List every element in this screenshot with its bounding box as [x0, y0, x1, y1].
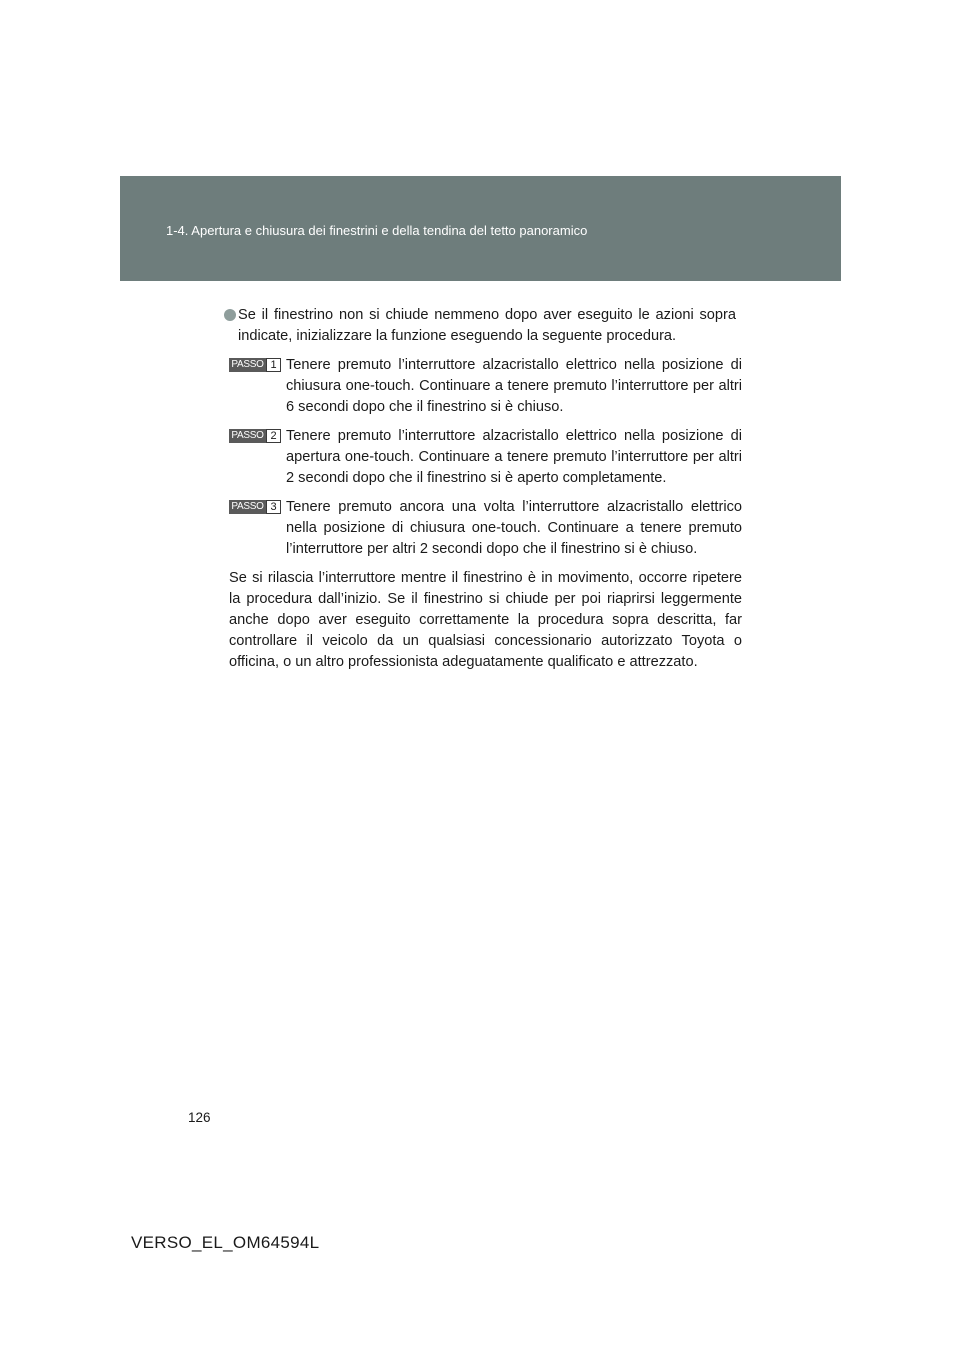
step-number: 1 — [266, 358, 281, 372]
circle-bullet-icon — [224, 309, 236, 321]
step-label: PASSO — [229, 358, 266, 372]
page-number: 126 — [188, 1110, 211, 1125]
step-number: 2 — [266, 429, 281, 443]
step-text: Tenere premuto l’interruttore alzacristallo elettrico nella posizione di apertura one-touch. Continuare a tenere premuto l’interruttore per altri 2 secondi dopo che il finestrino si è aperto completamente. — [286, 428, 742, 486]
note-paragraph: Se si rilascia l’interruttore mentre il finestrino è in movimento, occorre ripetere la procedura dall’inizio. Se il finestrino si chiude per poi riaprirsi leggermente anche dopo aver eseguito correttamente la procedura sopra descritta, far controllare il veicolo da un qualsiasi concessionario autorizzato Toyota o officina, o un altro professionista adeguatamente qualificato e attrezzato. — [229, 570, 742, 670]
step-badge — [229, 500, 281, 514]
step-3 — [229, 497, 742, 560]
step-label: PASSO — [229, 429, 266, 443]
bullet-text: Se il finestrino non si chiude nemmeno dopo aver eseguito le azioni sopra indicate, inizializzare la funzione eseguendo la seguente procedura. — [238, 307, 736, 344]
step-badge — [229, 429, 281, 443]
page-content — [229, 305, 742, 673]
step-badge — [229, 358, 281, 372]
step-text: Tenere premuto l’interruttore alzacristallo elettrico nella posizione di chiusura one-touch. Continuare a tenere premuto l’interruttore per altri 6 secondi dopo che il finestrino si è chiuso. — [286, 357, 742, 415]
bullet-item — [225, 305, 736, 347]
section-title: 1-4. Apertura e chiusura dei finestrini e della tendina del tetto panoramico — [166, 223, 588, 238]
step-label: PASSO — [229, 500, 266, 514]
document-code: VERSO_EL_OM64594L — [131, 1233, 320, 1252]
step-1 — [229, 355, 742, 418]
step-number: 3 — [266, 500, 281, 514]
section-header-band — [120, 176, 841, 281]
step-text: Tenere premuto ancora una volta l’interruttore alzacristallo elettrico nella posizione di chiusura one-touch. Continuare a tenere premuto l’interruttore per altri 2 secondi dopo che il finestrino si è chiuso. — [286, 499, 742, 557]
step-2 — [229, 426, 742, 489]
